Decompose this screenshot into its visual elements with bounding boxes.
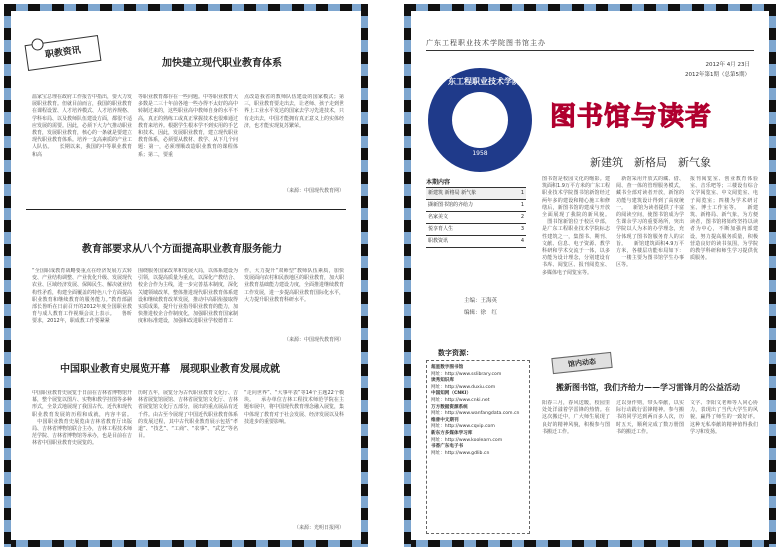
checker-border-right [769, 4, 776, 547]
resource-link[interactable]: 网址：http://www.cqvip.com [431, 424, 495, 430]
toc-item-label: 名家美文 [428, 214, 449, 220]
resource-link[interactable]: 网址：http://www.koolearn.com [431, 437, 503, 443]
toc-item-page: 2 [520, 214, 524, 220]
issue-number: 2012年第1期（总第5期） [685, 72, 750, 78]
toc-item[interactable] [426, 188, 526, 200]
article3-col3: “走向世界”、“大事年表”等14个主题22个模块。 承办单位吉林工程技术师范学院在主题布展中，将中国现代教育理念融入展览，集中体现了教育对于社会发展、经济发展以及科技进步的重要影响。 [244, 390, 344, 425]
article3-col1: 中国职业教育史展览于日前在吉林省博物馆开幕，整个展览以图片、实物和教学挂图等多种形式，全景式地展现了我国古代、近代和现代职业教育发展的历程和成就，内容丰富。 中国职业教育史展览由吉林省教育厅出版局、吉林省博物馆联合主办，吉林工程技术师范学院、吉林省博物馆等承办，也是目前在吉林省中国职业教育史展览的。 [32, 390, 132, 447]
digital-resources-box [426, 360, 530, 534]
article2-source: （来源：中国现代教育网） [283, 337, 344, 343]
toc-item-page: 3 [520, 226, 524, 232]
digital-resources-heading: 数字资源： [438, 348, 473, 357]
article-title-eight-aspects: 教育部要求从八个方面提高职业教育服务能力 [82, 244, 282, 255]
logo-year: 1958 [472, 150, 488, 157]
checker-border-left [404, 4, 411, 547]
logo-center [452, 92, 508, 148]
resource-item: 维普中文期刊 网址：http://www.cqvip.com [431, 418, 525, 431]
toc-item-label: 悦享育人生 [428, 226, 454, 232]
editor: 编辑：徐 红 [464, 310, 498, 316]
news-headline: 搬新图书馆，我们齐给力——学习雷锋月的公益活动 [556, 382, 740, 392]
lead-article-col2: 新馆采用开放式的藏、借、阅、查一体的管理服务模式，藏书全部对读者开放，新馆的功能与建筑设计得到了高度统一。 新馆为读者提供了丰富的阅读空间，使图书馆成为学生课余学习的重要场所，突出学院以人为本的办学理念，充分体现了图书馆服务育人的宗旨。 新馆建筑面积4.9万平方米，各楼层功能布局如下： 一楼主要为图书馆学生办事区等。 [616, 176, 684, 269]
toc-item-label: 职教资讯 [428, 238, 449, 244]
article2-col3: 作，大力提升“双师型”教师队伍素质，加快发展面向农村和民族地区的职业教育，加大职业教育基础能力建设力度，全面推进继续教育工作发展，进一步提高职业教育国际化水平，大力提升职业教育科研水平。 [244, 268, 344, 303]
college-logo [428, 68, 532, 172]
section-tag-career-news: 职教资讯 [25, 35, 102, 71]
resource-link[interactable]: 网址：http://www.duxiu.com [431, 384, 496, 390]
masthead: 广东工程职业技术学院图书馆主办 [426, 39, 546, 47]
resource-item: 书香广东电子书 网址：http://www.gdlib.cn [431, 444, 525, 457]
article-title-history-exhibition: 中国职业教育史展览开幕 展现职业教育发展成就 [60, 364, 280, 375]
article1-col1: 温家宝总理在政府工作报告中指出，要大力发展职业教育。但就目前而言，我国的职业教育在课程设置、人才培养模式、人才培养规格、学科布局、以及教师队伍建设方面，都很不适应发展的需要。因此，必须下大力气推动职业教育，发展职业教育，核心的一条就是要建立现代职业教育体系。培养一支高素质的产业工人队伍。 长期以来，我国的中等职业教育和高 [32, 94, 132, 158]
article1-source: （来源：中国现代教育网） [283, 188, 344, 194]
checker-border-right [361, 4, 368, 547]
article1-col3: 点改造我省的教师队伍建设的国家模式；第三，职业教育要走出去，让老师、孩子走到世界上工业水平发达的国家去学习先进技术，只有走出去，中国才能拥有真正意义上的实体经济，也才能实现复苏繁荣。 [244, 94, 344, 129]
checker-border-top [4, 4, 368, 11]
article3-source: （来源：光明日报网） [293, 525, 344, 531]
chief-editor: 主编：王海英 [464, 298, 498, 304]
resource-link[interactable]: 网址：http://www.gdlib.cn [431, 450, 490, 456]
library-news-tag: 馆内动态 [551, 352, 612, 374]
article3-col2: 历时五年，展览分为古代职业教育文化厅、吉林省展览馆展馆、吉林省展览馆文化厅、吉林省展览馆文化厅五部分，展出的重点展品有近千件。由古至今展现了中国近代职业教育体系的发展过程，其中古代职业教育展示包括“孝道”、“技艺”、“工商”、“农事”、“武艺”等名目。 [138, 390, 238, 440]
resource-link[interactable]: 网址：http://www.sslibrary.com [431, 371, 502, 377]
article1-col2: 等职业教育都存在一些问题。中等职业教育大多数是二三十年前各地一些办得不太好的高中转制过来的，这些职业高中教师自身的水平不高，真正的熟练工或真正掌握技术也很难通过教育来培养。根据学生根本学不到实用的手艺和技术，因此，发展职业教育，建立现代职业教育体系，必须要从教材、教学、从下几个问题：第一，必须理顺改造职业教育的课程体系；第二，要重 [138, 94, 238, 158]
checker-border-left [4, 4, 11, 547]
checker-border-bottom [4, 540, 368, 547]
toc-item[interactable] [426, 200, 526, 212]
toc-item[interactable] [426, 236, 526, 248]
resource-item: 超星数字图书馆 网址：http://www.sslibrary.com [431, 365, 525, 378]
article2-col2: 围绕服务国家改革和发展大局，以体系建设为引领，以提高质量为重点，以深化产教结合、校企合作为主线，进一步完善基本制度，深化关键领域改革，整体推进现代职业教育体系建设和继续教育改革发展，推动中高职衔接取得实质成果，提升行业指导职业教育的能力，加快推进校企合作制度化，加强职业教育国家制度和标准建设，加强和改进职业学校德育工 [138, 268, 238, 325]
toc-item[interactable] [426, 212, 526, 224]
table-of-contents [426, 187, 526, 248]
logo-ring-text: 广东工程职业技术学院 [440, 77, 520, 86]
issue-date: 2012年 4月 23日 [705, 62, 750, 68]
news-col2: 过以身作则，带头奉献，以实际行动践行雷锋精神。参与搬书的同学达到两百多人次，历时五天，顺利完成了数万册图书的搬迁工作。 [616, 400, 684, 435]
divider-1 [26, 209, 346, 210]
toc-item-page: 1 [520, 190, 524, 196]
checker-border-bottom [404, 540, 776, 547]
toc-heading: 本期内容 [426, 179, 451, 186]
resource-item: 万方数据资源系统 网址：http://www.wanfangdata.com.cn [431, 405, 525, 418]
lead-headline: 新建筑 新格局 新气象 [590, 156, 711, 169]
article-title-vocational-system: 加快建立现代职业教育体系 [162, 58, 282, 69]
toc-item-label: 新建筑 新格局 新气象 [428, 190, 477, 196]
left-page [4, 4, 368, 547]
toc-item-page: 4 [520, 238, 524, 244]
newspaper-title: 图书馆与读者 [550, 102, 713, 132]
resource-item: 新东方多媒体学习库 网址：http://www.koolearn.com [431, 431, 525, 444]
resource-item: 中国知网（CNKI） 网址：http://www.cnki.net [431, 391, 525, 404]
resource-item: 读秀知识库 网址：http://www.duxiu.com [431, 378, 525, 391]
checker-border-top [404, 4, 776, 11]
masthead-rule [426, 50, 754, 51]
right-page [404, 4, 776, 547]
news-col1: 阳春三月，春风送暖，校园里处处洋溢着学雷锋的热情。在这次搬迁中，广大师生展现了良好的精神风貌，积极参与图书搬迁工作。 [542, 400, 610, 435]
lead-article-col3: 报刊阅览室、创业教育体验室、音乐吧等；三楼设有综合文学阅览室、中文阅览室、电子阅览室；四楼为学术研讨室、博士工作室等。 新建筑、新格局、新气象，为方便读者，图书馆将始终坚持以读者为中心，不断加强内部建设，努力提高服务质量，积极营造良好的读书氛围，为学院的教学科研和师生学习提供优质服务。 [690, 176, 758, 262]
article2-col1: “全国职成教育战略要重点在经济发展方式转变、产业结构调整、产业优化升级、发展现代农业、区域经济发展、保障民生、解决就业结构性矛盾，构建全面覆盖的特色八个方面提高职业教育和继续教育的服务能力。”教育部副部长鲁昕在日前召开的2012年度全国职业教育与成人教育工作视频会议上表示。 鲁昕要求，2012年，职成教工作要紧紧 [32, 268, 132, 325]
toc-item-page: 1 [520, 202, 524, 208]
resource-link[interactable]: 网址：http://www.wanfangdata.com.cn [431, 411, 520, 417]
toc-item-label: 撷新图书馆的齐给力 [428, 202, 474, 208]
resource-link[interactable]: 网址：http://www.cnki.net [431, 397, 490, 403]
news-col3: 文字、李阳文老师等人同心协力，表现出了当代大学生的风貌，赢得了师生的一致好评。这种无私奉献的精神值得我们学习和发扬。 [690, 400, 758, 435]
lead-article-col1: 图书馆是校园文化的缩影。建筑面积1.9万平方米的广东工程职业技术学院图书馆新馆经过两年多的建设和精心施工和修缮后，新图书馆的建成与开放全面展现了我院的新风貌。 图书馆新馆位于校区中部，是广东工程职业技术学院标志性建筑之一，集图书、期刊、文献、信息、电子资源、教学科研和学术交流于一体，以多功能为设计理念，分别建设有书库、阅览区、报刊阅览室、多媒体电子阅览室等。 [542, 176, 610, 276]
toc-item[interactable] [426, 224, 526, 236]
